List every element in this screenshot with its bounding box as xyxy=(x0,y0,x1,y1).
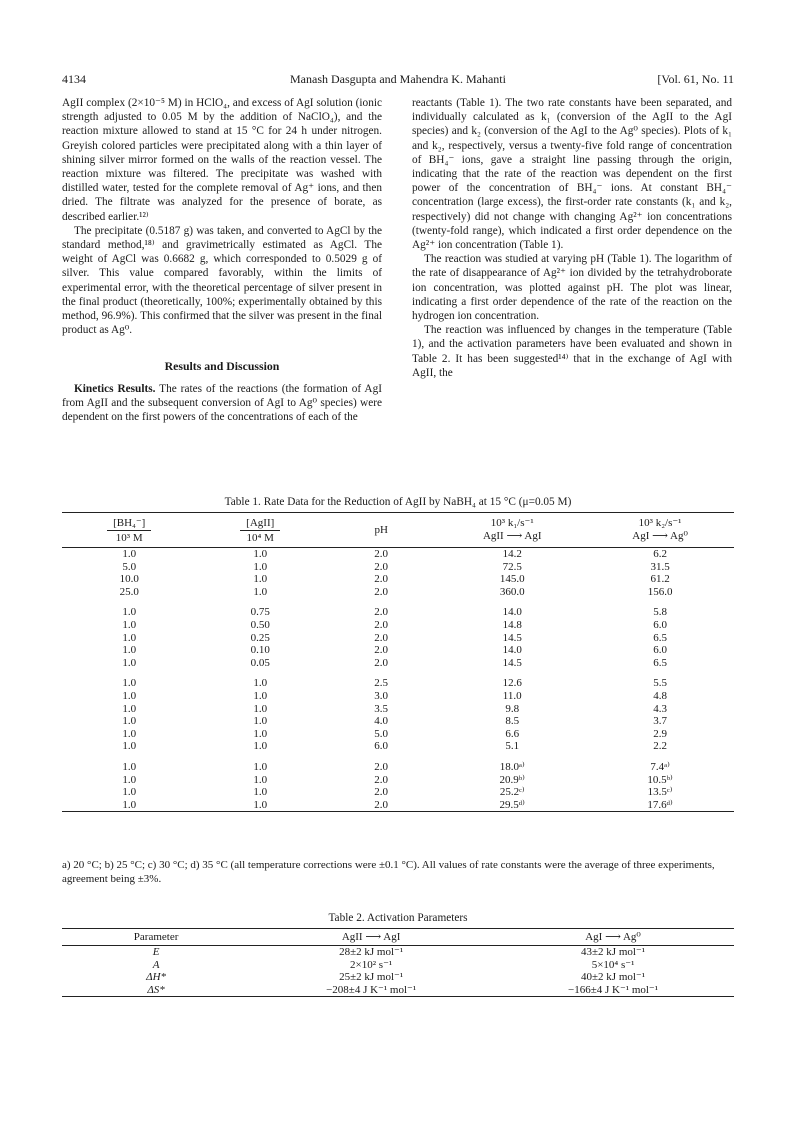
table-row xyxy=(62,690,734,703)
table-cell: −166±4 J K⁻¹ mol⁻¹ xyxy=(568,983,659,996)
paragraph-text: The rates of the reactions (the formation of AgI from AgII and the subsequent conversion of AgI to Ag⁰ species) were dependent on the first powers of the concentrations of each of the xyxy=(62,382,382,424)
table-cell: 72.5 xyxy=(502,560,522,573)
table-cell: 14.0 xyxy=(502,644,522,657)
header-bh4: [BH₄⁻] xyxy=(107,516,151,531)
header-agii-unit: 10⁴ M xyxy=(246,531,274,544)
table-row xyxy=(62,561,734,574)
table-cell: 2.0 xyxy=(374,760,389,773)
table-cell: 6.0 xyxy=(374,740,389,753)
table-cell: 1.0 xyxy=(253,786,268,799)
table-cell: 1.0 xyxy=(122,760,137,773)
table-cell: 1.0 xyxy=(122,548,137,560)
table-cell: 1.0 xyxy=(253,573,268,586)
table-cell: 4.3 xyxy=(653,702,667,715)
table-cell: 6.5 xyxy=(653,656,667,669)
table-cell: 14.8 xyxy=(502,618,522,631)
table-row xyxy=(62,715,734,728)
table-cell: 1.0 xyxy=(122,618,137,631)
table2-body xyxy=(62,946,734,997)
table-cell: 2.0 xyxy=(374,644,389,657)
table-cell: 1.0 xyxy=(253,560,268,573)
paragraph: The reaction was influenced by changes in the temperature (Table 1), and the activation parameters have been evaluated and shown in Table 2. It has been suggested¹⁴⁾ that in the exchange of AgI with AgII, the xyxy=(412,324,732,379)
table-row xyxy=(62,740,734,753)
table-cell: 11.0 xyxy=(502,689,522,702)
table-cell: 1.0 xyxy=(253,677,268,690)
table-row xyxy=(62,971,734,983)
table-cell: 2.0 xyxy=(374,573,389,586)
table1-header-row xyxy=(62,513,734,548)
table-cell: 1.0 xyxy=(122,606,137,619)
table-cell: 1.0 xyxy=(122,798,137,811)
table-cell: 18.0ᵃ⁾ xyxy=(499,760,525,773)
table-cell: 5.0 xyxy=(122,560,137,573)
table-cell: 2.2 xyxy=(653,740,667,753)
table-cell: 43±2 kJ mol⁻¹ xyxy=(581,946,646,959)
table-cell: 13.5ᶜ⁾ xyxy=(647,786,673,799)
table-cell: 2.0 xyxy=(374,560,389,573)
paragraph: AgII complex (2×10⁻⁵ M) in HClO₄, and excess of AgI solution (ionic strength adjusted to 0.05 M by the addition of NaClO₄), and the reaction mixture allowed to stand at 15 °C for 24 h under nitrogen. Greyish colored particles were precipitated along with a thin layer of shining silver mirror formed on the walls of the reaction vessel. The reaction mixture was filtered. The precipitate was washed with distilled water, tested for the complete removal of Ag⁺ ions, and then dried. The filtrate was analyzed for the presence of borate, as described earlier.¹²⁾ xyxy=(62,97,382,223)
table-cell: 1.0 xyxy=(253,689,268,702)
table-cell: 2.0 xyxy=(374,585,389,598)
table-cell: 1.0 xyxy=(253,727,268,740)
table-cell: 1.0 xyxy=(122,656,137,669)
table-cell: 1.0 xyxy=(122,689,137,702)
table-cell: 0.75 xyxy=(250,606,270,619)
table-cell: 40±2 kJ mol⁻¹ xyxy=(581,971,646,984)
table-cell: 2×10² s⁻¹ xyxy=(350,958,393,971)
table-cell: 14.0 xyxy=(502,606,522,619)
table-cell: 1.0 xyxy=(122,644,137,657)
group-gap xyxy=(62,598,734,606)
table-cell: 1.0 xyxy=(122,727,137,740)
table1-caption: Table 1. Rate Data for the Reduction of AgII by NaBH₄ at 15 °C (μ=0.05 M) xyxy=(224,496,572,508)
table-cell: 1.0 xyxy=(122,773,137,786)
table-row xyxy=(62,619,734,632)
run-in-heading: Kinetics Results. xyxy=(74,382,156,395)
table-cell: 20.9ᵇ⁾ xyxy=(499,773,525,786)
paragraph: The precipitate (0.5187 g) was taken, and converted to AgCl by the standard method,¹⁸⁾ and gravimetrically estimated as AgCl. The weight of AgCl was 0.6682 g, which corresponded to 0.5029 g of silver. This value compared favorably, within the limits of experimental error, with the theoretical percentage of silver present in the final product (theoretically, 100%; experimentally obtained by this method, 96.9%). This confirmed that the silver was present in the final product as Ag⁰. xyxy=(62,224,382,337)
table-cell: 1.0 xyxy=(122,786,137,799)
table-cell: 2.5 xyxy=(374,677,389,690)
table-cell: 1.0 xyxy=(253,773,268,786)
table-row xyxy=(62,548,734,561)
table-cell: 6.0 xyxy=(653,618,667,631)
table-row xyxy=(62,677,734,690)
table-row xyxy=(62,586,734,599)
table-cell: 1.0 xyxy=(122,702,137,715)
running-authors: Manash Dasgupta and Mahendra K. Mahanti xyxy=(290,72,506,86)
table-cell: 6.6 xyxy=(505,727,520,740)
table-row xyxy=(62,946,734,959)
table-cell: 25±2 kJ mol⁻¹ xyxy=(339,971,404,984)
table-cell: 6.2 xyxy=(653,548,667,560)
table-cell: 10.0 xyxy=(119,573,139,586)
table-cell: 5.5 xyxy=(653,677,667,690)
group-gap xyxy=(62,753,734,761)
table-cell: 0.50 xyxy=(250,618,270,631)
table-cell: 1.0 xyxy=(253,585,268,598)
table-cell: 1.0 xyxy=(253,715,268,728)
table-cell: 145.0 xyxy=(499,573,525,586)
table-cell: 14.5 xyxy=(502,631,522,644)
table-cell: 5.1 xyxy=(505,740,520,753)
journal-volume: [Vol. 61, No. 11 xyxy=(657,72,734,86)
table-cell: 1.0 xyxy=(122,715,137,728)
table-cell: 0.10 xyxy=(250,644,270,657)
group-gap xyxy=(62,669,734,677)
table-cell: 2.0 xyxy=(374,548,389,560)
table1-body xyxy=(62,548,734,812)
page-number: 4134 xyxy=(62,72,86,86)
table-cell: ΔS* xyxy=(147,983,165,996)
table-cell: 6.5 xyxy=(653,631,667,644)
right-column xyxy=(412,96,732,380)
table-cell: 7.4ᵃ⁾ xyxy=(650,760,670,773)
paragraph: The reaction was studied at varying pH (Table 1). The logarithm of the rate of disappearance of Ag²⁺ ion divided by the tetrahydroborate ion concentration, was plotted against pH. The plot was linear, indicating a first order dependence of the rate of the reaction on the hydrogen ion concentration. xyxy=(412,253,732,323)
table-row xyxy=(62,984,734,997)
table-cell: 2.0 xyxy=(374,606,389,619)
left-column xyxy=(62,96,382,424)
table-cell: 5.0 xyxy=(374,727,389,740)
table-cell: 61.2 xyxy=(650,573,670,586)
table-row xyxy=(62,728,734,741)
table-cell: 3.7 xyxy=(653,715,667,728)
header-k2-reaction: AgI ⟶ Ag⁰ xyxy=(632,530,688,542)
table-cell: 2.0 xyxy=(374,773,389,786)
header-bh4-unit: 10³ M xyxy=(115,532,143,544)
table-row xyxy=(62,703,734,716)
table-cell: 2.0 xyxy=(374,656,389,669)
table-cell: 5×10⁴ s⁻¹ xyxy=(591,958,635,971)
table2-caption: Table 2. Activation Parameters xyxy=(328,912,468,924)
table-cell: 14.2 xyxy=(502,548,522,560)
table-cell: 1.0 xyxy=(253,740,268,753)
paragraph xyxy=(62,382,382,425)
table-cell: 3.5 xyxy=(374,702,389,715)
table-cell: 12.6 xyxy=(502,677,522,690)
table-cell: 2.0 xyxy=(374,798,389,811)
table-cell: 1.0 xyxy=(253,702,268,715)
table-cell: 3.0 xyxy=(374,689,389,702)
table-row xyxy=(62,774,734,787)
table-cell: 10.5ᵇ⁾ xyxy=(647,773,673,786)
table-cell: 14.5 xyxy=(502,656,522,669)
table-cell: 1.0 xyxy=(122,677,137,690)
table-cell: 156.0 xyxy=(647,585,673,598)
table-cell: 2.0 xyxy=(374,631,389,644)
table-cell: E xyxy=(152,946,160,959)
table-cell: 2.9 xyxy=(653,727,667,740)
table-cell: 2.0 xyxy=(374,786,389,799)
table2 xyxy=(62,928,734,997)
table-cell: ΔH* xyxy=(146,971,167,984)
table-row xyxy=(62,959,734,971)
table-cell: 5.8 xyxy=(653,606,667,619)
paragraph: reactants (Table 1). The two rate constants have been separated, and individually calculated as k₁ (conversion of the AgII to the AgI species) and k₂ (conversion of the AgI to the Ag⁰ species). Plots of k₁ and k₂, respectively, versus a twenty-five fold range of concentration of BH₄⁻ ions, gave a straight line passing through the origin, indicating that the rate of the reaction was dependent on the first power of the concentration of BH₄⁻ ions. At constant BH₄⁻ concentration (large excess), the first-order rate constants (k₁ and k₂, respectively) did not change with changing Ag²⁺ ion concentrations (twenty-fold range), which indicated a first order dependence on the Ag²⁺ ion concentration (Table 1). xyxy=(412,97,732,252)
table-row xyxy=(62,799,734,812)
running-header xyxy=(62,72,734,88)
table-cell: 0.05 xyxy=(250,656,270,669)
table-row xyxy=(62,644,734,657)
table-cell: 1.0 xyxy=(122,631,137,644)
header-k1: 10³ k₁/s⁻¹ xyxy=(490,517,534,529)
table1-footnote: a) 20 °C; b) 25 °C; c) 30 °C; d) 35 °C (all temperature corrections were ±0.1 °C). All values of rate constants were the average of three experiments, agreement being ±3%. xyxy=(62,859,715,885)
table-cell: 29.5ᵈ⁾ xyxy=(499,798,525,811)
table-cell: 4.0 xyxy=(374,715,389,728)
table2-header-row xyxy=(62,929,734,946)
table-cell: 8.5 xyxy=(505,715,520,728)
table-cell: 25.2ᶜ⁾ xyxy=(499,786,525,799)
header-k2: 10³ k₂/s⁻¹ xyxy=(638,517,682,529)
table-row xyxy=(62,657,734,670)
table-cell: 2.0 xyxy=(374,618,389,631)
table-cell: 0.25 xyxy=(250,631,270,644)
header-ph: pH xyxy=(374,524,388,536)
table-row xyxy=(62,786,734,799)
table-cell: −208±4 J K⁻¹ mol⁻¹ xyxy=(326,983,417,996)
header-agii-agi: AgII ⟶ AgI xyxy=(341,931,401,943)
header-k1-reaction: AgII ⟶ AgI xyxy=(482,530,542,542)
table-cell: A xyxy=(152,958,160,971)
table-cell: 28±2 kJ mol⁻¹ xyxy=(339,946,404,959)
header-agi-ag0: AgI ⟶ Ag⁰ xyxy=(585,931,641,943)
table-row xyxy=(62,632,734,645)
table-cell: 4.8 xyxy=(653,689,667,702)
header-agii: [AgII] xyxy=(240,517,280,531)
table-cell: 9.8 xyxy=(505,702,520,715)
table-cell: 1.0 xyxy=(122,740,137,753)
table-cell: 17.6ᵈ⁾ xyxy=(647,798,673,811)
table-cell: 31.5 xyxy=(650,560,670,573)
table-cell: 6.0 xyxy=(653,644,667,657)
table-cell: 360.0 xyxy=(499,585,525,598)
table-cell: 25.0 xyxy=(119,585,139,598)
table-cell: 1.0 xyxy=(253,760,268,773)
table-row xyxy=(62,761,734,774)
header-parameter: Parameter xyxy=(133,931,179,943)
table-cell: 1.0 xyxy=(253,798,268,811)
table-row xyxy=(62,606,734,619)
table1 xyxy=(62,512,734,812)
section-heading: Results and Discussion xyxy=(164,359,280,374)
table-row xyxy=(62,573,734,586)
table-cell: 1.0 xyxy=(253,548,268,560)
